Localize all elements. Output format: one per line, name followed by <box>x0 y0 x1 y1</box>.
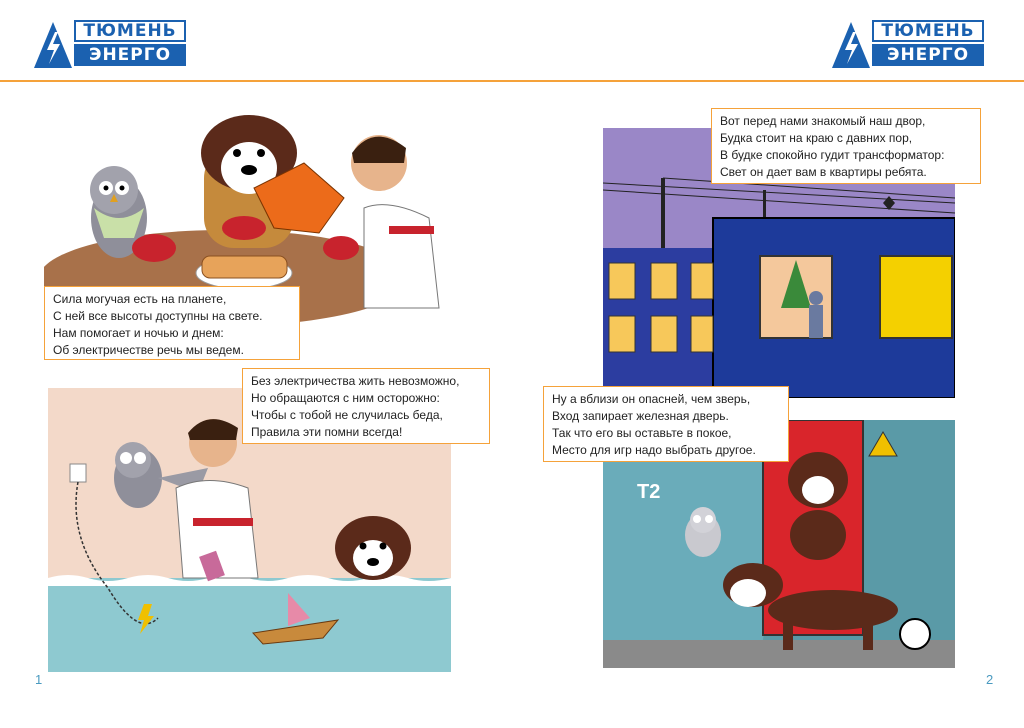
power-pole <box>661 178 665 258</box>
caption-line: Чтобы с тобой не случилась беда, <box>251 408 443 422</box>
caption-panel-1 <box>44 286 300 360</box>
logo-line-1: ТЮМЕНЬ <box>74 20 186 42</box>
substation-label: T2 <box>637 481 661 503</box>
caption-line: Будка стоит на краю с давних пор, <box>720 131 913 145</box>
lightning-triangle-icon <box>32 20 74 70</box>
lightning-triangle-icon <box>830 20 872 70</box>
header-divider <box>0 80 1024 82</box>
caption-line: Так что его вы оставьте в покое, <box>552 426 732 440</box>
caption-line: Ну а вблизи он опасней, чем зверь, <box>552 392 751 406</box>
caption-line: Сила могучая есть на планете, <box>53 292 227 306</box>
dog-figure <box>335 516 411 580</box>
caption-line: Вход запирает железная дверь. <box>552 409 729 423</box>
tyumenenergo-logo <box>830 16 990 72</box>
caption-line: Об электричестве речь мы ведем. <box>53 343 244 357</box>
logo-line-1: ТЮМЕНЬ <box>872 20 984 42</box>
boy-figure <box>351 135 439 308</box>
caption-line: Свет он дает вам в квартиры ребята. <box>720 165 927 179</box>
logo-line-2: ЭНЕРГО <box>872 44 984 66</box>
page-number-right: 2 <box>986 672 994 687</box>
caption-line: Правила эти помни всегда! <box>251 425 403 439</box>
tyumenenergo-logo <box>32 16 192 72</box>
soccer-ball-icon <box>900 619 930 649</box>
caption-line: Нам помогает и ночью и днем: <box>53 326 224 340</box>
caption-line: Без электричества жить невозможно, <box>251 374 460 388</box>
page-number-left: 1 <box>35 672 43 687</box>
caption-panel-3 <box>711 108 981 184</box>
caption-line: Вот перед нами знакомый наш двор, <box>720 114 926 128</box>
caption-line: В будке спокойно гудит трансформатор: <box>720 148 945 162</box>
caption-line: Но обращаются с ним осторожно: <box>251 391 440 405</box>
logo-line-2: ЭНЕРГО <box>74 44 186 66</box>
caption-panel-4 <box>543 386 789 462</box>
caption-line: Место для игр надо выбрать другое. <box>552 443 756 457</box>
caption-panel-2 <box>242 368 490 444</box>
power-socket-icon <box>70 464 86 482</box>
caption-line: С ней все высоты доступны на свете. <box>53 309 263 323</box>
